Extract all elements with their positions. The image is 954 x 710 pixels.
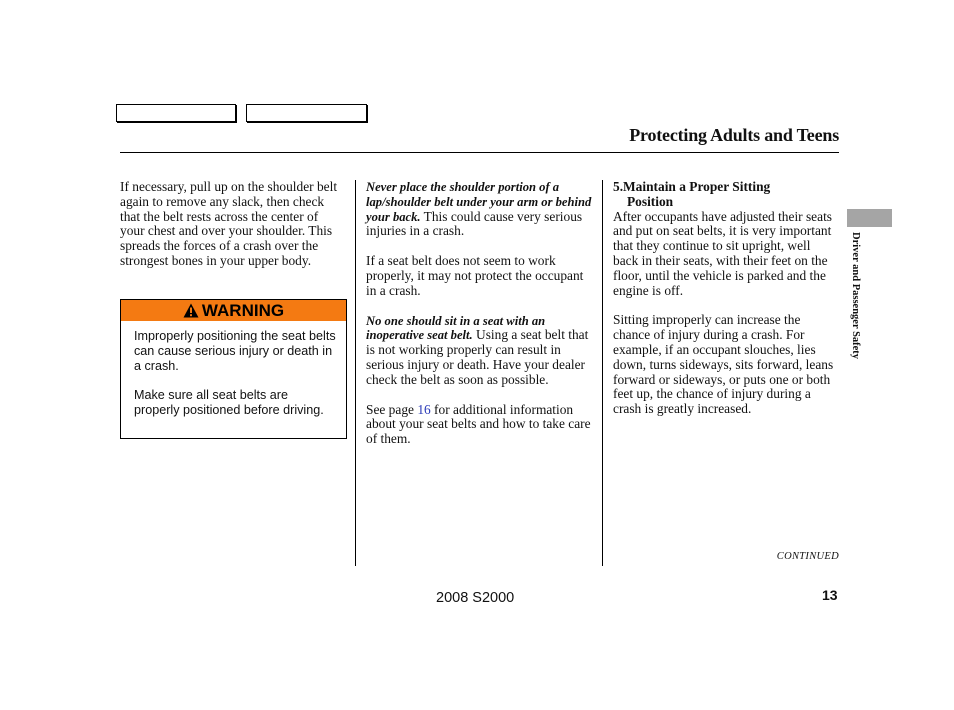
body-paragraph: After occupants have adjusted their seats and put on seat belts, it is very important that they continue to sit upright, well back in their seats, with their feet on the floor, until the vehicle is parked and the engine is off. (613, 208, 833, 298)
warning-text: Make sure all seat belts are properly positioned before driving. (134, 388, 324, 417)
emphasis-text: Never place the shoulder portion of a lap/shoulder belt under your arm or behind your back. (366, 180, 592, 224)
section-heading-line1: Maintain a Proper Sitting (623, 179, 771, 194)
page-title: Protecting Adults and Teens (629, 125, 839, 145)
body-paragraph (366, 314, 594, 388)
section-heading (613, 180, 839, 210)
body-text: Using a seat belt that is not working properly can result in serious injury or death. Have your dealer check the belt as soon as possible. (366, 327, 589, 387)
body-paragraph: If necessary, pull up on the shoulder belt again to remove any slack, then check that the belt rests across the center of your chest and over your shoulder. This spreads the forces of a crash over the strongest bones in your upper body. (120, 179, 338, 268)
warning-triangle-icon (183, 303, 199, 318)
body-paragraph (366, 180, 594, 239)
section-side-tab (847, 209, 892, 227)
footer-model: 2008 S2000 (436, 590, 515, 606)
warning-text: Improperly positioning the seat belts can cause serious injury or death in a crash. (134, 329, 336, 373)
body-text: See page (366, 401, 418, 417)
column-right (613, 180, 839, 432)
section-number: 5. (613, 179, 624, 194)
nav-tab-box-left[interactable] (116, 104, 236, 122)
warning-box (120, 299, 347, 439)
continued-label: CONTINUED (776, 551, 839, 562)
body-paragraph: Sitting improperly can increase the chance of injury during a crash. For example, if an occupant slouches, lies down, turns sideways, sits forward, leans forward or sideways, or puts one or both feet up, the chance of injury during a crash is greatly increased. (613, 312, 834, 417)
nav-tab-box-right[interactable] (246, 104, 367, 122)
section-heading-line2: Position (627, 193, 674, 209)
body-paragraph (366, 403, 594, 447)
warning-body (121, 321, 346, 418)
body-text: This could cause very serious injuries in a crash. (366, 208, 583, 239)
column-divider (355, 180, 356, 566)
body-paragraph: If a seat belt does not seem to work properly, it may not protect the occupant in a crash. (366, 253, 584, 298)
column-left (120, 180, 345, 284)
warning-header (121, 300, 346, 321)
page-reference-link[interactable]: 16 (417, 401, 431, 417)
section-side-label: Driver and Passenger Safety (850, 232, 861, 360)
emphasis-text: No one should sit in a seat with an inoperative seat belt. (366, 313, 546, 343)
header-rule (120, 152, 839, 153)
warning-label: WARNING (201, 300, 285, 320)
column-middle (366, 180, 594, 462)
column-divider (602, 180, 603, 566)
body-text: for additional information about your seat belts and how to take care of them. (366, 401, 591, 447)
page-number: 13 (822, 587, 838, 603)
